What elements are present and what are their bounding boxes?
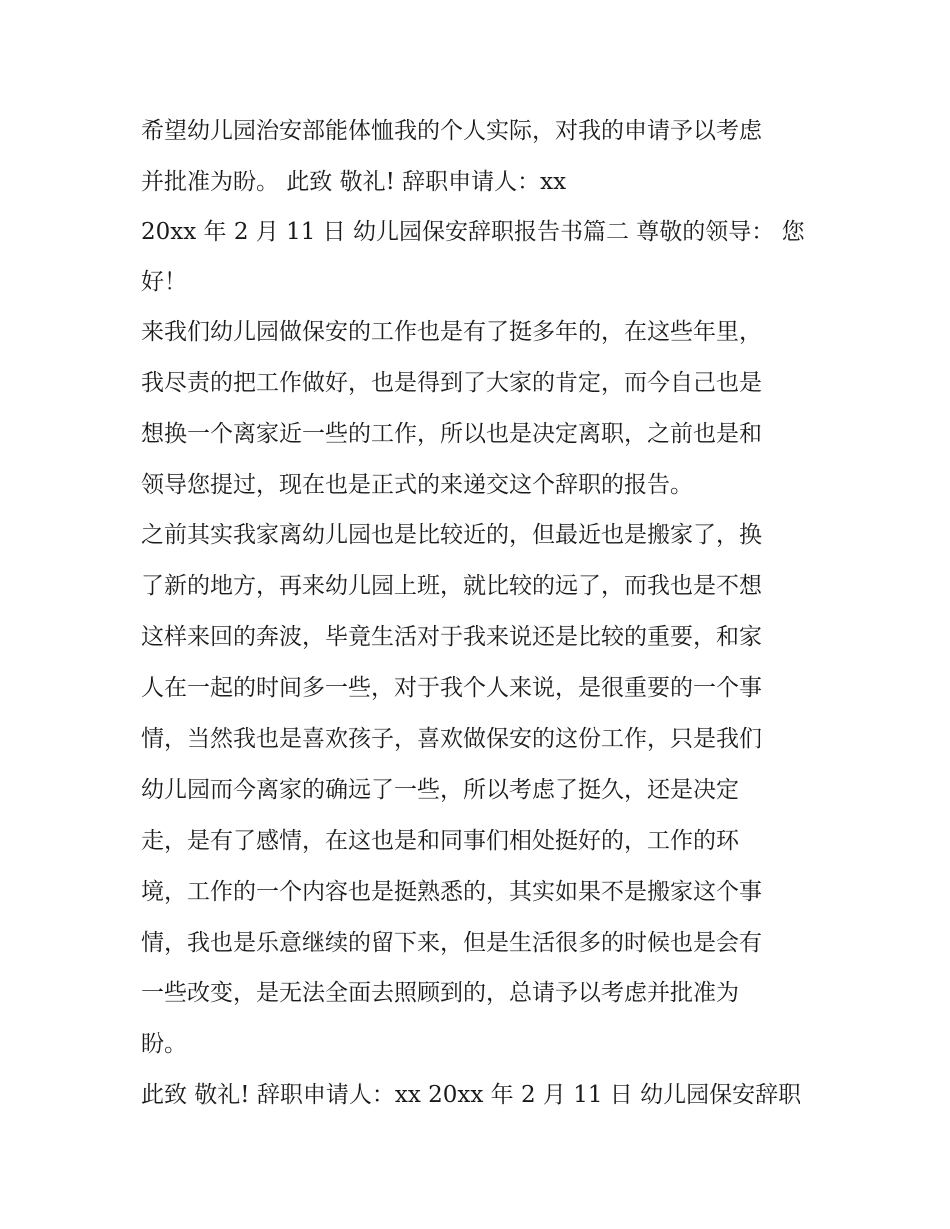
paragraph-line: 此致 敬礼! 辞职申请人：xx 20xx 年 2 月 11 日 幼儿园保安辞职 <box>141 1082 802 1108</box>
paragraph-line: 来我们幼儿园做保安的工作也是有了挺多年的，在这些年里， <box>141 319 762 345</box>
paragraph-line: 境，工作的一个内容也是挺熟悉的，其实如果不是搬家这个事 <box>141 879 762 905</box>
paragraph-line: 并批准为盼。 此致 敬礼! 辞职申请人：xx <box>141 169 567 195</box>
paragraph-line: 情，当然我也是喜欢孩子，喜欢做保安的这份工作，只是我们 <box>141 726 762 752</box>
paragraph-line: 盼。 <box>141 1031 187 1057</box>
paragraph-line: 希望幼儿园治安部能体恤我的个人实际，对我的申请予以考虑 <box>141 118 762 144</box>
paragraph-line: 这样来回的奔波，毕竟生活对于我来说还是比较的重要，和家 <box>141 624 762 650</box>
paragraph-line: 情，我也是乐意继续的留下来，但是生活很多的时候也是会有 <box>141 930 762 956</box>
paragraph-line: 走，是有了感情，在这也是和同事们相处挺好的，工作的环 <box>141 828 739 854</box>
paragraph-line: 幼儿园而今离家的确远了一些，所以考虑了挺久，还是决定 <box>141 777 739 803</box>
paragraph-line: 好！ <box>141 269 187 295</box>
paragraph-line: 了新的地方，再来幼儿园上班，就比较的远了，而我也是不想 <box>141 573 762 599</box>
paragraph-line: 20xx 年 2 月 11 日 幼儿园保安辞职报告书篇二 尊敬的领导： 您 <box>141 219 805 245</box>
paragraph-line: 领导您提过，现在也是正式的来递交这个辞职的报告。 <box>141 472 693 498</box>
paragraph-line: 我尽责的把工作做好，也是得到了大家的肯定，而今自己也是 <box>141 370 762 396</box>
paragraph-line: 一些改变，是无法全面去照顾到的，总请予以考虑并批准为 <box>141 980 739 1006</box>
paragraph-line: 之前其实我家离幼儿园也是比较近的，但最近也是搬家了，换 <box>141 522 762 548</box>
paragraph-line: 想换一个离家近一些的工作，所以也是决定离职，之前也是和 <box>141 421 762 447</box>
paragraph-line: 人在一起的时间多一些，对于我个人来说，是很重要的一个事 <box>141 675 762 701</box>
